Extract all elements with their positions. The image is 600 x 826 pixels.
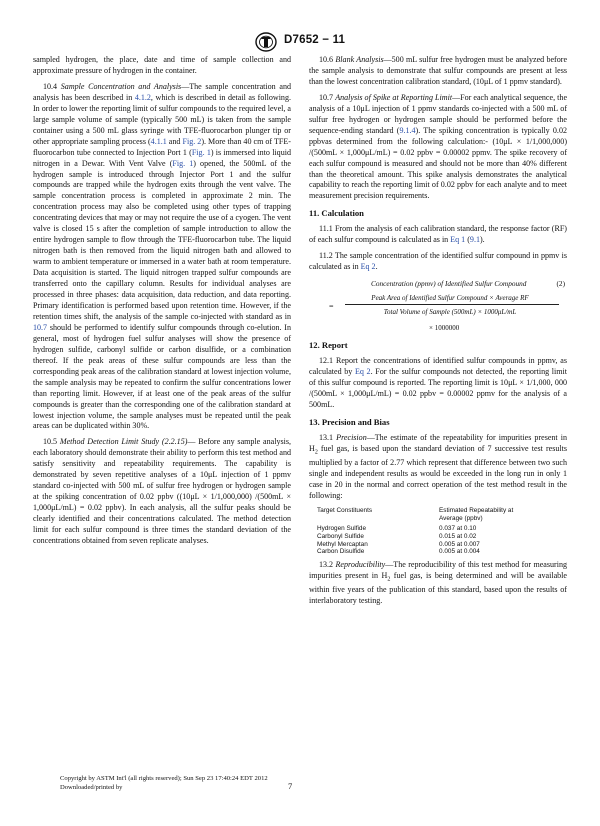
link-eq-1[interactable]: Eq 1: [450, 235, 466, 245]
section-10-5-title: Method Detection Limit Study (2.2.15): [59, 437, 188, 447]
section-13-2: 13.2 Reproducibility—The reproducibility of this test method for measuring impurities present in $H_2$ fuel gas, is being determined and will be available within five years of the publication of this standard, based upon the results of interlaboratory testing.: [309, 559, 567, 606]
page-number: 7: [288, 781, 293, 791]
link-eq-2[interactable]: Eq 2: [360, 262, 376, 272]
section-10-6-title: Blank Analysis: [335, 55, 384, 64]
equation-2-fraction: = Peak Area of Identified Sulfur Compound × Average RF Total Volume of Sample (500mL) × 1000μL/mL: [309, 293, 567, 323]
fraction-bar: [345, 304, 559, 305]
section-12-1: 12.1 Report the concentrations of identified sulfur compounds in ppmv, as calculated by Eq 2. For the sulfur compounds not detected, the reporting limit of this sulfur compound is reported. The reporting limit is 10μL × 1/1,000, 000 /(500mL × 1,000μL/mL) = 0.02 ppbv = 0.00002 ppmv for the analysis of a 500mL.: [309, 356, 567, 409]
link-9-1-4[interactable]: 9.1.4: [399, 125, 416, 135]
table-row: Hydrogen Sulfide 0.037 at 0.10: [317, 525, 477, 533]
document-designation: D7652 − 11: [284, 34, 346, 46]
right-column: [309, 55, 567, 612]
equation-numerator: Peak Area of Identified Sulfur Compound × Average RF: [371, 294, 529, 303]
link-fig-1-b[interactable]: Fig. 1: [172, 158, 194, 168]
left-column: [33, 55, 291, 552]
repeatability-table: [317, 507, 569, 556]
intro-paragraph: sampled hydrogen, the place, date and time of sample collection and approximate pressure of hydrogen in the container.: [33, 55, 291, 75]
link-fig-1[interactable]: Fig. 1: [191, 147, 211, 157]
astm-logo-icon: [255, 32, 277, 52]
equation-multiplier: × 1000000: [429, 324, 460, 333]
table-row: Carbon Disulfide 0.005 at 0.004: [317, 548, 480, 556]
footer-copyright: Copyright by ASTM Int'l (all rights reserved); Sun Sep 23 17:40:24 EDT 2012 Downloaded/printed by: [60, 775, 268, 791]
link-eq-2-b[interactable]: Eq 2: [354, 367, 371, 377]
section-10-7: 10.7 Analysis of Spike at Reporting Limit—For each analytical sequence, the analysis of a 10μL injection of 1 ppmv standards co-injected with a 500 mL of sulfur free hydrogen or hydrogen sample should be performed before the sequence-ending standard (9.1.4). The spiking concentration is typically 0.02 ppbvas determined from the following calculation:- (10μL × 1/1,000,000) /(500mL × 1,000μL/mL) = 0.02 ppbv = 0.00002 ppmv. The spike recovery of each sulfur compound is measured and should not be more than 40% different than the theoretical amount. This spike analysis demonstrates the analytical capability to reach the reporting limit of 0.02 ppbv for each analyte and to meet measurement precision requirements.: [309, 92, 568, 201]
section-11-1: 11.1 From the analysis of each calibration standard, the response factor (RF) of each sulfur compound is calculated as in Eq 1 (9.1).: [309, 224, 567, 245]
link-fig-2[interactable]: Fig. 2: [182, 136, 202, 146]
link-9-1[interactable]: 9.1: [469, 235, 480, 245]
link-4-1-2[interactable]: 4.1.2: [134, 92, 151, 102]
equation-number: (2): [556, 279, 565, 289]
table-row: Methyl Mercaptan 0.005 at 0.007: [317, 540, 480, 548]
heading-report: 12. Report: [309, 340, 348, 351]
heading-precision-bias: 13. Precision and Bias: [309, 416, 390, 427]
page-header: [0, 32, 600, 52]
equation-2-label: Concentration (ppmv) of Identified Sulfur Compound (2): [371, 279, 565, 289]
section-10-6: 10.6 Blank Analysis—500 mL sulfur free hydrogen must be analyzed before the sample analysis to demonstrate that sulfur compounds are present at less than the lowest concentration calibration standard, (10μL of 1 ppmv standard).: [309, 55, 568, 86]
section-11-2: 11.2 The sample concentration of the identified sulfur compound in ppmv is calculated as in Eq 2.: [309, 251, 567, 272]
table-row: Carbonyl Sulfide 0.015 at 0.02: [317, 532, 477, 540]
link-4-1-1[interactable]: 4.1.1: [150, 136, 167, 146]
link-10-7[interactable]: 10.7: [33, 322, 48, 332]
equation-denominator: Total Volume of Sample (500mL) × 1000μL/mL: [383, 308, 517, 317]
section-10-7-title: Analysis of Spike at Reporting Limit: [335, 92, 453, 102]
section-10-4-title: Sample Concentration and Analysis: [60, 81, 182, 91]
heading-calculation: 11. Calculation: [309, 208, 364, 219]
section-10-4: 10.4 Sample Concentration and Analysis—The sample concentration and analysis has been described in 4.1.2, which is described in detail as following. In order to lower the reporting limit of sulfur compounds to the required level, a large sample volume of sample (typically 500 mL) is taken from the sample container using a 500 mL glass syringe with TFE-fluorocarbon plunger tip or other appropriate sampling process (4.1.1 and Fig. 2). More than 40 cm of TFE-fluorocarbon tube connected to Injection Port 1 (Fig. 1) is immersed into liquid nitrogen in a Dewar. With Vent Valve (Fig. 1) opened, the 500mL of the hydrogen sample is introduced through Injector Port 1 and the sulfur compounds are trapped while the hydrogen exits through the vent valve. The sample concentration process is completed in approximate 2 min. The concentration process may also be completed using other types of trapping concentrating devices that may or may not require the use of a cyogen. The vent valve is closed 15 s after the completion of sample introduction to allow the entire hydrogen sample to flow through the TFE-fluorocarbon tube. The liquid nitrogen bath is then removed from the liquid nitrogen bath and allowed to warm to ambient temperature or immersed in a water bath at room temperature. Data acquisition is started. The liquid nitrogen trapped sulfur compounds are transferred onto the capillary column. Results for individual analyses are processed in three phases: data acquisition, data reduction, and data reporting. Primary identification is performed based upon retention time. However, if the retention times shift, the analysis of the sample co-injected with standard as in 10.7 should be performed to identify sulfur compounds through co-elution. In general, most of hydrogen fuel sulfur analyses will show the presence of hydrogen sulfide, carbonyl sulfide or carbon disulfide, or a combination thereof. If the peak areas of these sulfur compounds are less than the corresponding peak areas of the calibration standard at lowest injection volume, the sample analysis may be repeated to confirm the sulfur concentrations lower than reporting limit. However, if at least one of the peak areas of the sulfur compounds is greater than the corresponding one of the calibration standard at lowest injection volume, the sample analyses must be repeated until the peak areas can be duplicated within 30%.: [33, 81, 291, 431]
section-13-1: 13.1 Precision—The estimate of the repeatability for impurities present in $H_2$ fuel gas, is based upon the standard deviation of 7 successive test results multiplied by a factor of 2.77 which represent that difference between two such single and independent results as would be exceeded in the long run in only 1 case in 20 in the normal and correct operation of the test method result in the following:: [309, 432, 567, 501]
section-10-5: 10.5 Method Detection Limit Study (2.2.15)— Before any sample analysis, each laboratory should demonstrate their ability to perform this test method and satisfy sensitivity and repeatability requirements. The capability is demonstrated by seven repetitive analyses of a 10μL injection of 1 ppmv standard co-injected with 500 mL of sulfur free hydrogen or hydrogen sample at the spiking concentration of 0.02 ppbv ((10μL × 1/1,000,000) /(500mL × 1,000μL/mL) = 0.02 ppbv). In each analysis, all the sulfur peaks should be clearly identified and their concentrations calculated. The method detection limit for each sulfur compound is three times the standard deviation of the concentrations obtained from seven replicate analyses.: [33, 437, 291, 545]
table-header: Target Constituents Estimated Repeatability at Average (ppbv): [317, 507, 514, 522]
